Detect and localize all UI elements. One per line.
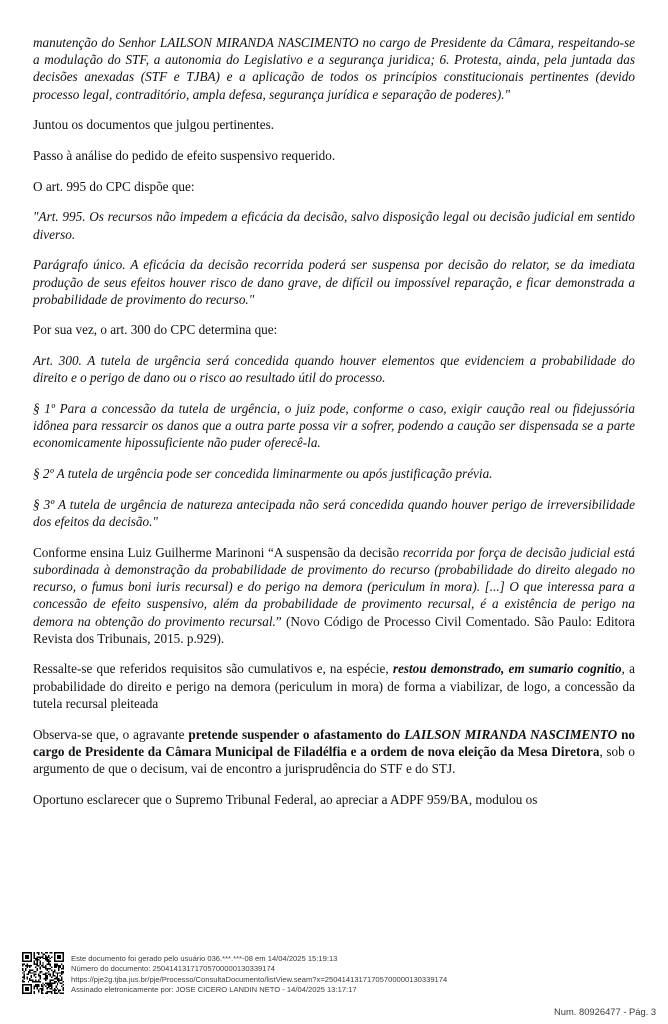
footer-signature-line: Assinado eletronicamente por: JOSE CICERO LANDIN NETO - 14/04/2025 13:17:17 <box>71 985 357 995</box>
paragraph-art995-intro: O art. 995 do CPC dispõe que: <box>33 178 195 194</box>
paragraph-art300-paragrafo-3: § 3º A tutela de urgência de natureza antecipada não será concedida quando houver perigo de irreversibilidade dos efeitos da decisão." <box>33 496 635 530</box>
paragraph-marinoni <box>33 544 635 647</box>
footer-generated-line: Este documento foi gerado pelo usuário 036.***.***-08 em 14/04/2025 15:19:13 <box>71 954 338 963</box>
marinoni-quote-italic: recorrida por força de decisão judicial está subordinada à demonstração da probabilidade de provimento do recurso (probabilidade do direito alegado no recurso, o fumus boni iuris recursal) e do perigo na demora (periculum in mora). [...] O que interessa para a concessão de efeito suspensivo, além da probabilidade de provimento recursal, é a existência de perigo na demora na obtenção do provimento recursal. <box>33 544 636 629</box>
document-body <box>33 34 635 808</box>
paragraph-oportuno: Oportuno esclarecer que o Supremo Tribunal Federal, ao apreciar a ADPF 959/BA, modulou os <box>33 791 538 807</box>
observa-emphasis-bold-1: pretende suspender o afastamento do <box>188 726 405 742</box>
observa-party-name: LAILSON MIRANDA NASCIMENTO <box>404 726 618 742</box>
paragraph-manutencao: manutenção do Senhor LAILSON MIRANDA NASCIMENTO no cargo de Presidente da Câmara, respeitando-se a modulação do STF, a autonomia do Legislativo e a segurança juridica; 6. Protesta, ainda, pela juntada das decisões anexadas (STF e TJBA) e a aplicação de todos os princípios constitucionais pertinentes (devido processo legal, contraditório, ampla defesa, segurança jurídica e separação de poderes)." <box>33 35 635 102</box>
paragraph-art995-caput: "Art. 995. Os recursos não impedem a eficácia da decisão, salvo disposição legal ou decisão judicial em sentido diverso. <box>33 209 635 242</box>
observa-text-lead: Observa-se que, o agravante <box>33 726 189 742</box>
ressalte-emphasis: restou demonstrado, em sumario cognitio <box>392 661 622 677</box>
paragraph-ressalte <box>33 660 635 712</box>
observa-emphasis-bold-2: no cargo de Presidente da Câmara Municipal de Filadélfia e a ordem de nova eleição da Mesa Diretora <box>33 726 636 759</box>
paragraph-passo: Passo à análise do pedido de efeito suspensivo requerido. <box>33 148 336 164</box>
marinoni-citation-roman: ” (Novo Código de Processo Civil Comentado. São Paulo: Editora Revista dos Tribunais, 2015. p.929). <box>33 613 635 646</box>
paragraph-art300-paragrafo-2: § 2º A tutela de urgência pode ser concedida liminarmente ou após justificação prévia. <box>33 466 493 482</box>
ressalte-text-lead: Ressalte-se que referidos requisitos são cumulativos e, na espécie, <box>33 661 393 677</box>
paragraph-art300-paragrafo-1: § 1º Para a concessão da tutela de urgência, o juiz pode, conforme o caso, exigir caução real ou fidejussória idônea para ressarcir os danos que a outra parte possa vir a sofrer, podendo a caução ser dispensada se a parte economicamente hipossuficiente não puder oferecê-la. <box>33 401 635 451</box>
marinoni-text-roman-lead: Conforme ensina Luiz Guilherme Marinoni “A suspensão da decisão <box>33 544 403 560</box>
paragraph-art995-paragrafo-unico: Parágrafo único. A eficácia da decisão recorrida poderá ser suspensa por decisão do relator, se da imediata produção de seus efeitos houver risco de dano grave, de difícil ou impossível reparação, e ficar demonstrada a probabilidade de provimento do recurso." <box>33 257 635 307</box>
paragraph-juntou: Juntou os documentos que julgou pertinentes. <box>33 117 275 133</box>
paragraph-art300-intro: Por sua vez, o art. 300 do CPC determina que: <box>33 322 278 338</box>
footer-page-number: Num. 80926477 - Pág. 3 <box>554 1006 657 1017</box>
document-footer <box>0 944 668 1024</box>
observa-text-tail: , sob o argumento de que o decisum, vai de encontro a jurisprudência do STF e do STJ. <box>33 743 636 776</box>
paragraph-art300-caput: Art. 300. A tutela de urgência será concedida quando houver elementos que evidenciem a probabilidade do direito e o perigo de dano ou o risco ao resultado útil do processo. <box>33 353 635 386</box>
paragraph-observa <box>33 726 635 778</box>
qr-code-canvas <box>22 952 64 994</box>
footer-url-line: https://pje2g.tjba.jus.br/pje/Processo/ConsultaDocumento/listView.seam?x=25041413171705700000130339174 <box>71 974 448 984</box>
qr-code <box>22 952 64 994</box>
footer-document-number-line: Número do documento: 25041413171705700000130339174 <box>71 964 275 974</box>
ressalte-text-tail: , a probabilidade do direito e perigo na demora (periculum in mora) de forma a viabilizar, de logo, a concessão da tutela recursal pleiteada <box>33 661 635 711</box>
footer-metadata <box>71 954 531 996</box>
